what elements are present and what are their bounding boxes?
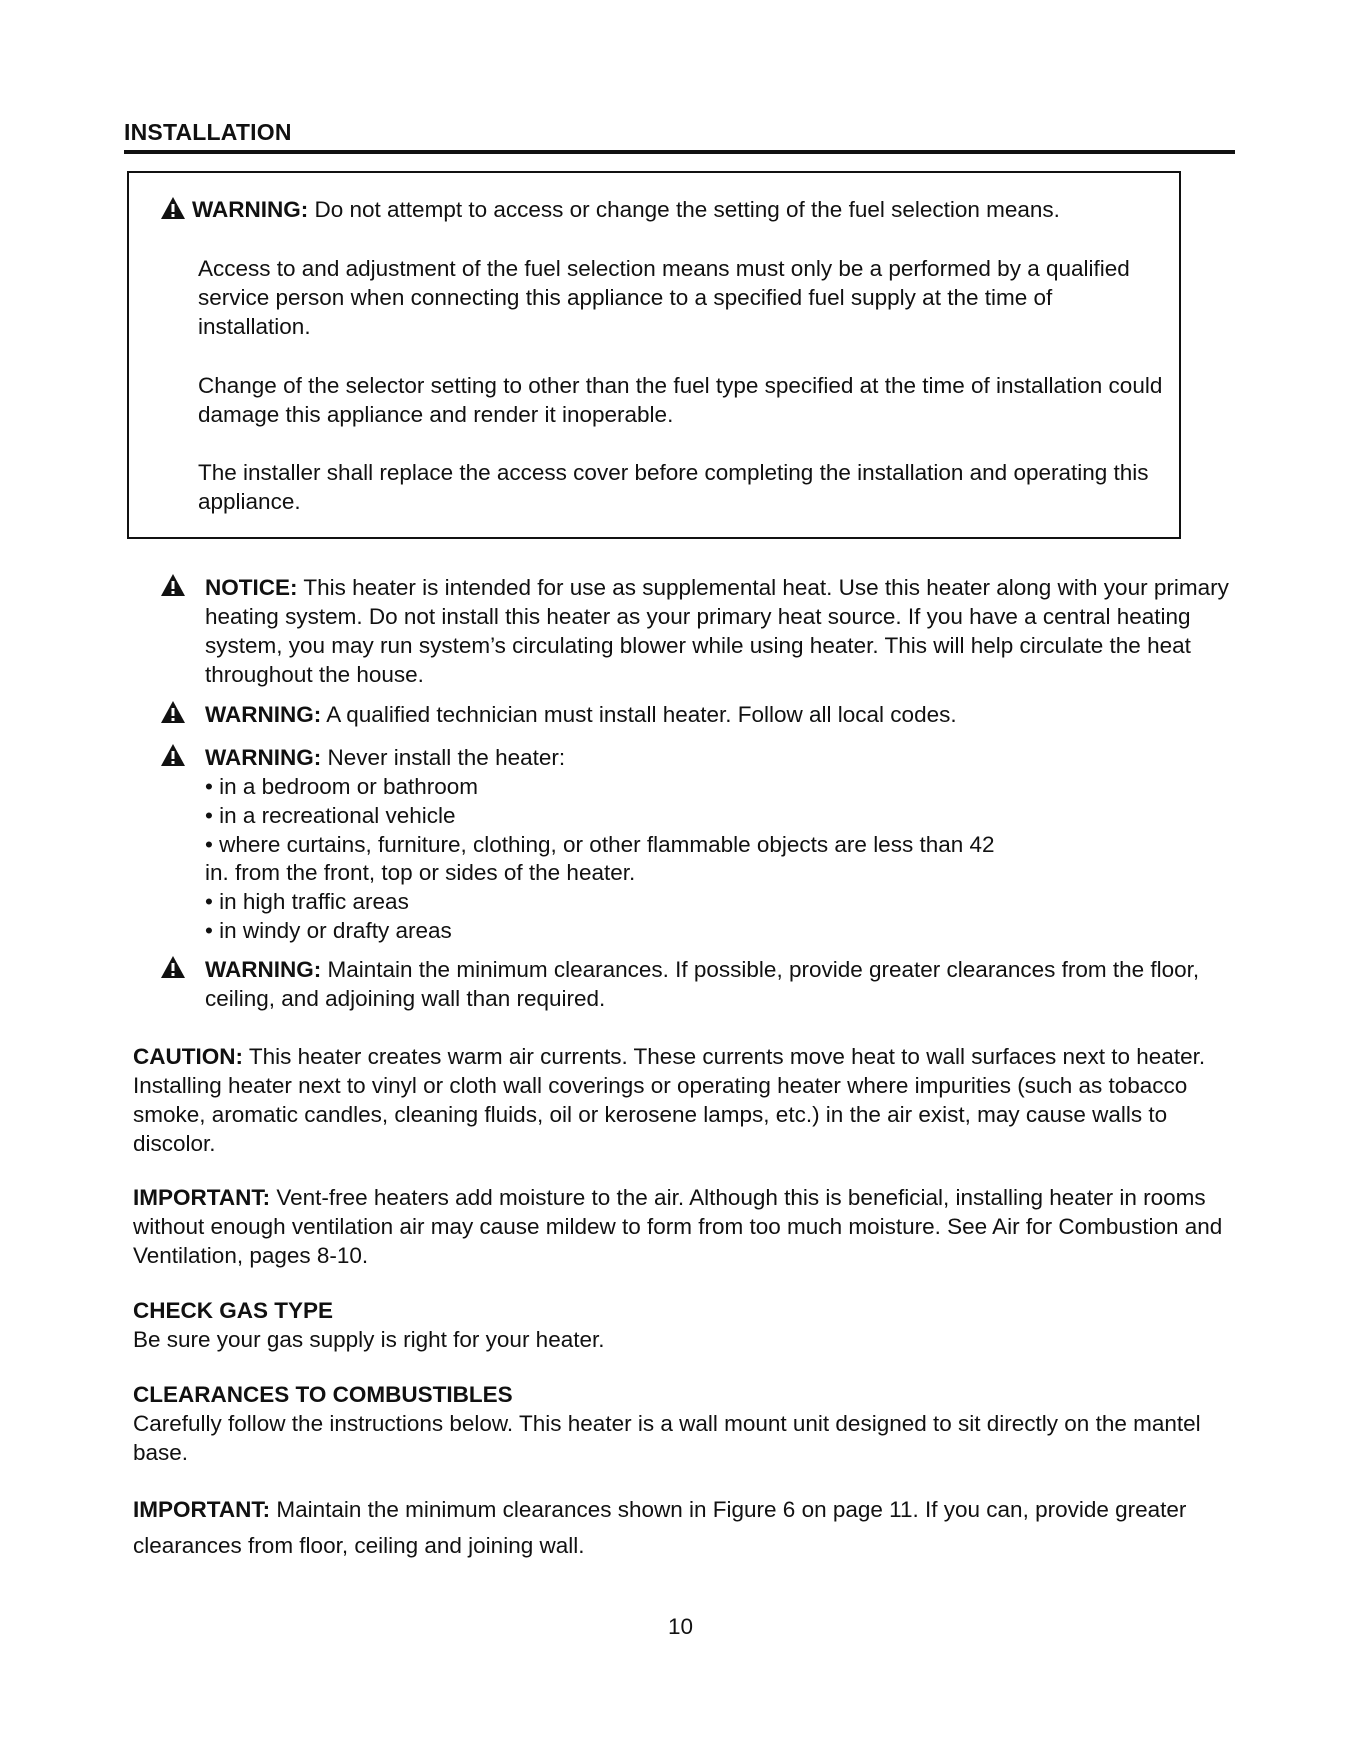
page-number: 10 [667, 1614, 694, 1639]
important-text: Vent-free heaters add moisture to the air. Although this is beneficial, installing heater in rooms without enough ventilation air may cause mildew to form from too much moisture. See Air for Combustion and Ventilation, pages 8-10. [133, 1185, 1223, 1268]
section-heading: CLEARANCES TO COMBUSTIBLES [133, 1382, 513, 1407]
caution-paragraph [133, 1042, 1238, 1158]
warning-triangle-icon [160, 573, 186, 597]
notice-label: NOTICE: [205, 575, 298, 600]
caution-label: CAUTION: [133, 1044, 243, 1069]
warning-label: WARNING: [205, 702, 322, 727]
bullet-item: • in a recreational vehicle [205, 803, 456, 828]
section-text: Be sure your gas supply is right for your heater. [133, 1327, 605, 1352]
important-text: Maintain the minimum clearances shown in Figure 6 on page 11. If you can, provide greater clearances from floor, ceiling and joining wall. [133, 1497, 1187, 1558]
warning-text: Maintain the minimum clearances. If possible, provide greater clearances from the floor, ceiling, and adjoining wall than required. [205, 957, 1200, 1011]
caution-text: This heater creates warm air currents. These currents move heat to wall surfaces next to heater. Installing heater next to vinyl or cloth wall coverings or operating heater where impurities (such as tobacco smoke, aromatic candles, cleaning fluids, oil or kerosene lamps, etc.) in the air exist, may cause walls to discolor. [133, 1044, 1206, 1156]
warning-text: A qualified technician must install heater. Follow all local codes. [321, 702, 957, 727]
bullet-item: • in windy or drafty areas [205, 918, 452, 943]
warning-box-paragraph: Access to and adjustment of the fuel selection means must only be a performed by a qualified service person when connecting this appliance to a specified fuel supply at the time of installation. [198, 256, 1130, 339]
bullet-item: • in a bedroom or bathroom [205, 774, 479, 799]
warning-label: WARNING: [192, 197, 309, 222]
page-title: INSTALLATION [124, 119, 292, 145]
warning-label: WARNING: [205, 957, 322, 982]
warning-triangle-icon [160, 955, 186, 979]
warning-label: WARNING: [205, 745, 322, 770]
important-label: IMPORTANT: [133, 1497, 271, 1522]
bullet-item: • where curtains, furniture, clothing, or other flammable objects are less than 42 [205, 832, 995, 857]
warning-triangle-icon [160, 196, 186, 220]
section-text: Carefully follow the instructions below. This heater is a wall mount unit designed to sit directly on the mantel base. [133, 1411, 1201, 1465]
section-heading: CHECK GAS TYPE [133, 1298, 334, 1323]
important-paragraph [133, 1492, 1238, 1564]
important-paragraph [133, 1183, 1238, 1270]
warning-triangle-icon [160, 743, 186, 767]
important-label: IMPORTANT: [133, 1185, 271, 1210]
warning-box-paragraph: The installer shall replace the access cover before completing the installation and operating this appliance. [198, 460, 1149, 514]
warning-text: Do not attempt to access or change the setting of the fuel selection means. [308, 197, 1060, 222]
title-rule [124, 150, 1235, 154]
notice-text: This heater is intended for use as supplemental heat. Use this heater along with your primary heating system. Do not install this heater as your primary heat source. If you have a central heating system, you may run system’s circulating blower while using heater. This will help circulate the heat throughout the house. [205, 575, 1229, 687]
bullet-item: in. from the front, top or sides of the heater. [205, 860, 636, 885]
warning-triangle-icon [160, 700, 186, 724]
bullet-item: • in high traffic areas [205, 889, 409, 914]
warning-text: Never install the heater: [321, 745, 566, 770]
warning-box-first-line [160, 195, 1170, 224]
warning-box-paragraph: Change of the selector setting to other than the fuel type specified at the time of installation could damage this appliance and render it inoperable. [198, 373, 1163, 427]
